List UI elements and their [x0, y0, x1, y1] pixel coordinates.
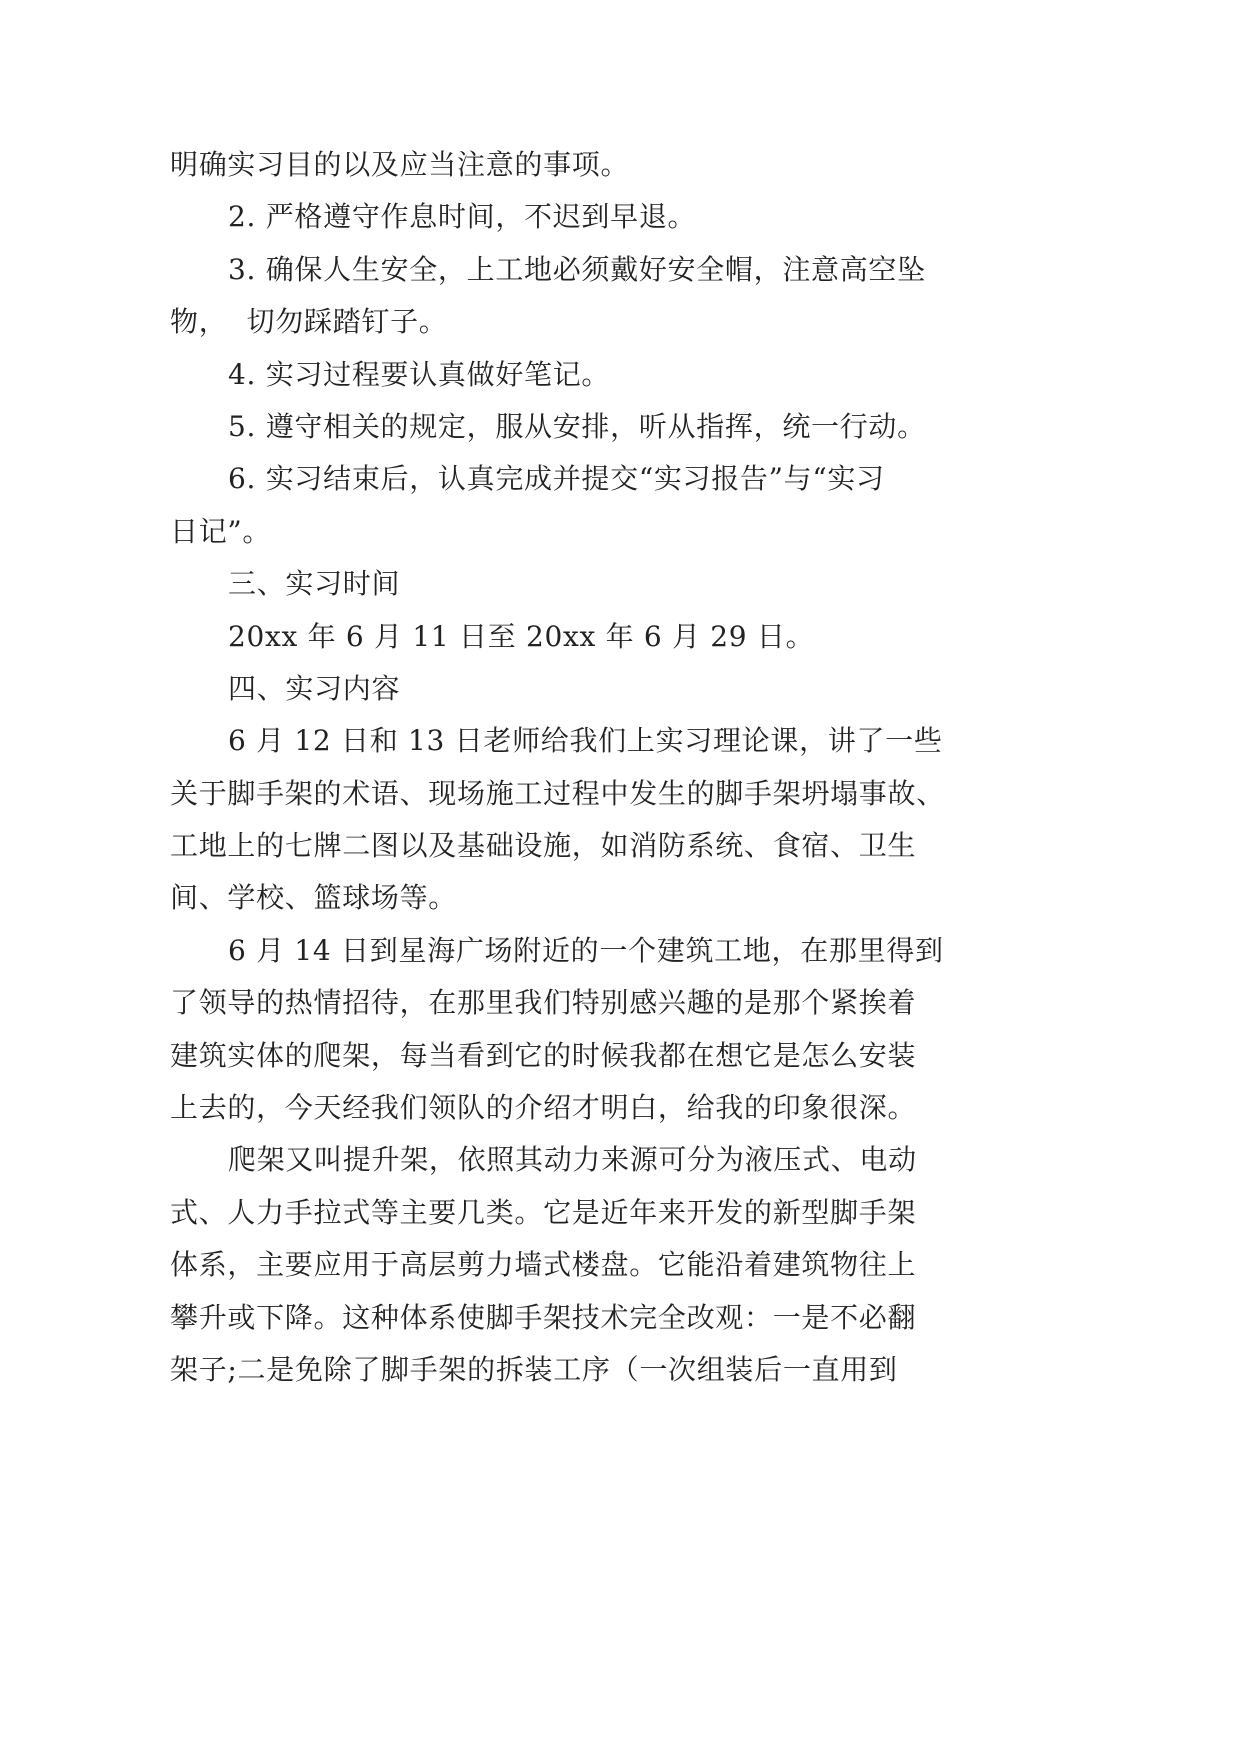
- text-line: 攀升或下降。这种体系使脚手架技术完全改观：一是不必翻: [170, 1300, 917, 1334]
- text-line: 明确实习目的以及应当注意的事项。: [170, 148, 630, 181]
- text-line: 建筑实体的爬架，每当看到它的时候我都在想它是怎么安装: [170, 1038, 917, 1072]
- text-line: 物， 切勿踩踏钉子。: [170, 305, 448, 339]
- document-body: [170, 139, 1170, 1396]
- text-line: 上去的，今天经我们领队的介绍才明白，给我的印象很深。: [170, 1091, 917, 1125]
- text-line: 爬架又叫提升架，依照其动力来源可分为液压式、电动: [228, 1143, 917, 1177]
- text-line: 2. 严格遵守作息时间，不迟到早退。: [228, 200, 697, 234]
- text-line: 6 月 14 日到星海广场附近的一个建筑工地，在那里得到: [228, 933, 944, 967]
- paragraph-item-3: [170, 244, 1170, 349]
- text-line: 关于脚手架的术语、现场施工过程中发生的脚手架坍塌事故、: [170, 776, 945, 810]
- section-heading: 三、实习时间: [228, 567, 401, 601]
- paragraph-item-4: [170, 349, 1170, 401]
- text-line: 6. 实习结束后，认真完成并提交“实习报告”与“实习: [228, 462, 885, 496]
- paragraph-item-6: [170, 453, 1170, 558]
- text-line: 6 月 12 日和 13 日老师给我们上实习理论课，讲了一些: [228, 724, 943, 758]
- paragraph-item-2: [170, 191, 1170, 243]
- paragraph-date-range: [170, 611, 1170, 663]
- paragraph-climbing-frame: [170, 1134, 1170, 1396]
- section-heading: 四、实习内容: [228, 671, 401, 705]
- text-line: 3. 确保人生安全，上工地必须戴好安全帽，注意高空坠: [228, 252, 926, 286]
- text-line: 4. 实习过程要认真做好笔记。: [228, 357, 611, 391]
- text-line: 式、人力手拉式等主要几类。它是近年来开发的新型脚手架: [170, 1195, 917, 1229]
- paragraph-theory-class: [170, 715, 1170, 925]
- paragraph-site-visit: [170, 925, 1170, 1135]
- text-line: 20xx 年 6 月 11 日至 20xx 年 6 月 29 日。: [228, 619, 815, 653]
- text-line: 5. 遵守相关的规定，服从安排，听从指挥，统一行动。: [228, 409, 926, 443]
- text-line: 了领导的热情招待，在那里我们特别感兴趣的是那个紧挨着: [170, 986, 917, 1020]
- text-line: 体系，主要应用于高层剪力墙式楼盘。它能沿着建筑物往上: [170, 1248, 917, 1282]
- paragraph-item-5: [170, 401, 1170, 453]
- text-line: 架子;二是免除了脚手架的拆装工序（一次组装后一直用到: [170, 1352, 898, 1386]
- section-heading-time: [170, 558, 1170, 610]
- paragraph-continuation: [170, 139, 1170, 191]
- text-line: 间、学校、篮球场等。: [170, 881, 458, 915]
- text-line: 工地上的七牌二图以及基础设施，如消防系统、食宿、卫生: [170, 829, 917, 863]
- section-heading-content: [170, 663, 1170, 715]
- text-line: 日记”。: [170, 514, 272, 548]
